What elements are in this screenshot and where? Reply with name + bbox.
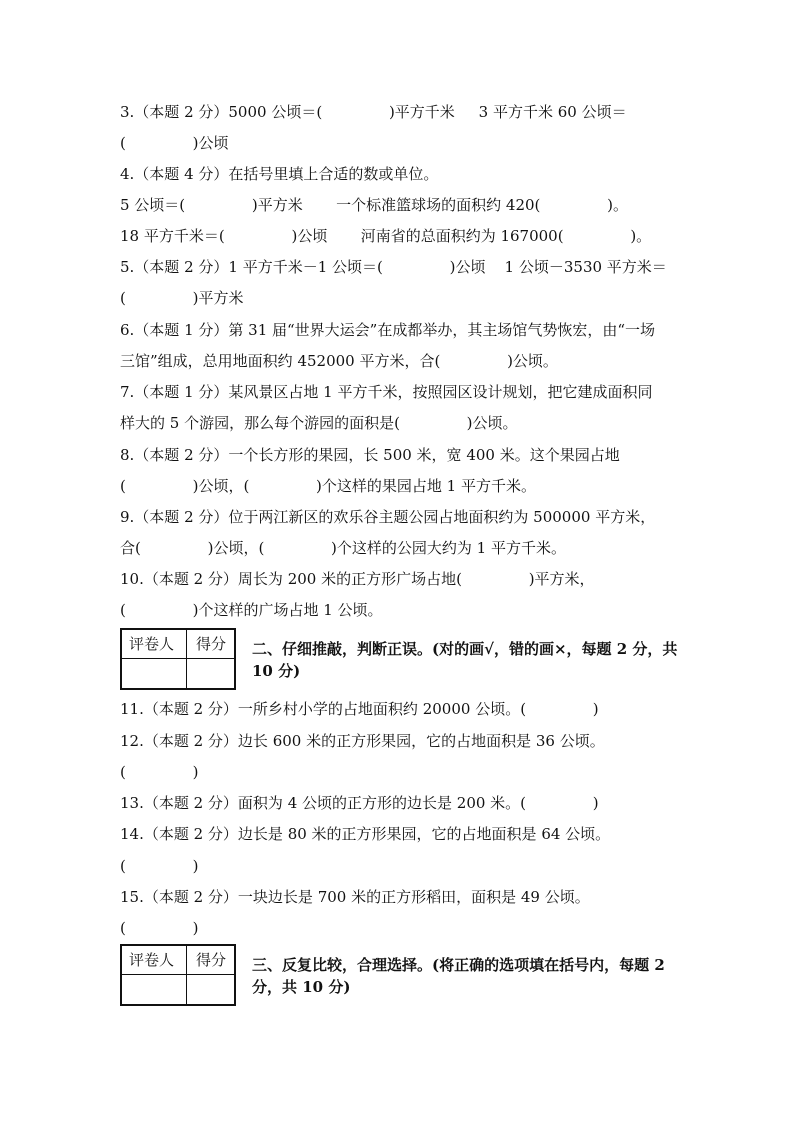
q14-line2: ( ) (120, 857, 199, 875)
q9-line2: 合( )公顷，( )个这样的公园大约为 1 平方千米。 (120, 539, 566, 557)
q10-line2: ( )个这样的广场占地 1 公顷。 (120, 601, 383, 619)
q3-line1: 3.（本题 2 分）5000 公顷＝( )平方千米 3 平方千米 60 公顷＝ (120, 103, 627, 121)
score-label: 得分 (196, 635, 227, 653)
q3-line2: ( )公顷 (120, 134, 229, 152)
q14-line1: 14.（本题 2 分）边长是 80 米的正方形果园，它的占地面积是 64 公顷。 (120, 825, 611, 843)
section3-title: 三、反复比较，合理选择。(将正确的选项填在括号内，每题 2 分，共 10 分) (252, 956, 665, 996)
q8-line1: 8.（本题 2 分）一个长方形的果园，长 500 米，宽 400 米。这个果园占地 (120, 446, 620, 464)
q4-line1: 4.（本题 4 分）在括号里填上合适的数或单位。 (120, 165, 439, 183)
q15-line2: ( ) (120, 919, 199, 937)
q12-line2: ( ) (120, 763, 199, 781)
score-label: 得分 (196, 951, 227, 969)
q8-line2: ( )公顷，( )个这样的果园占地 1 平方千米。 (120, 477, 536, 495)
q10-line1: 10.（本题 2 分）周长为 200 米的正方形广场占地( )平方米， (120, 570, 595, 588)
q9-line1: 9.（本题 2 分）位于两江新区的欢乐谷主题公园占地面积约为 500000 平方米， (120, 508, 656, 526)
q4-line3: 18 平方千米＝( )公顷 河南省的总面积约为 167000( )。 (120, 227, 652, 245)
section2-title: 二、仔细推敲，判断正误。(对的画√，错的画×，每题 2 分，共 10 分) (252, 640, 678, 680)
score-table-section2 (120, 628, 236, 690)
q6-line2: 三馆”组成，总用地面积约 452000 平方米，合( )公顷。 (120, 352, 558, 370)
score-table-section3 (120, 944, 236, 1006)
grader-label: 评卷人 (129, 635, 175, 653)
q5-line2: ( )平方米 (120, 289, 244, 307)
grader-label: 评卷人 (129, 951, 175, 969)
q6-line1: 6.（本题 1 分）第 31 届“世界大运会”在成都举办，其主场馆气势恢宏，由“一场 (120, 321, 656, 339)
q13-line: 13.（本题 2 分）面积为 4 公顷的正方形的边长是 200 米。( ) (120, 794, 599, 812)
q11-line: 11.（本题 2 分）一所乡村小学的占地面积约 20000 公顷。( ) (120, 700, 599, 718)
q7-line1: 7.（本题 1 分）某风景区占地 1 平方千米，按照园区设计规划，把它建成面积同 (120, 383, 653, 401)
q12-line1: 12.（本题 2 分）边长 600 米的正方形果园，它的占地面积是 36 公顷。 (120, 732, 605, 750)
q5-line1: 5.（本题 2 分）1 平方千米－1 公顷＝( )公顷 1 公顷－3530 平方米＝ (120, 258, 667, 276)
q15-line1: 15.（本题 2 分）一块边长是 700 米的正方形稻田，面积是 49 公顷。 (120, 888, 590, 906)
q4-line2: 5 公顷＝( )平方米 一个标准篮球场的面积约 420( )。 (120, 196, 629, 214)
q7-line2: 样大的 5 个游园，那么每个游园的面积是( )公顷。 (120, 414, 518, 432)
